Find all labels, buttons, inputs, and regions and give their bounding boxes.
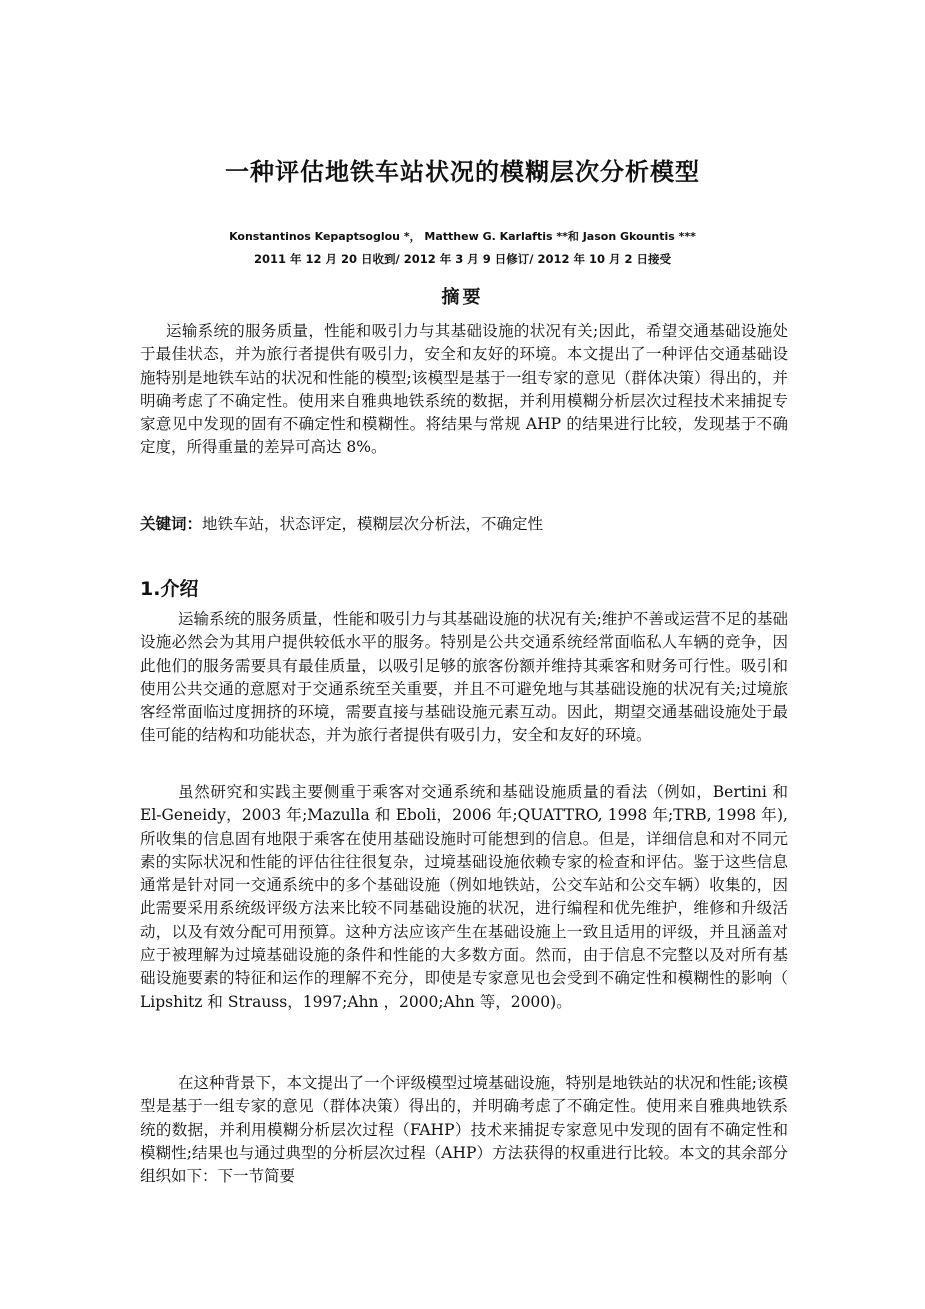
intro-paragraph-1: 运输系统的服务质量，性能和吸引力与其基础设施的状况有关;维护不善或运营不足的基础设施必然会为其用户提供较低水平的服务。特别是公共交通系统经常面临私人车辆的竞争，因此他们的服务需要具有最佳质量，以吸引足够的旅客份额并维持其乘客和财务可行性。吸引和使用公共交通的意愿对于交通系统至关重要，并且不可避免地与其基础设施的状况有关;过境旅客经常面临过度拥挤的环境，需要直接与基础设施元素互动。因此，期望交通基础设施处于最佳可能的结构和功能状态，并为旅行者提供有吸引力，安全和友好的环境。	[140, 610, 788, 745]
keywords-label: 关键词：	[140, 515, 203, 533]
received-dates: 2011 年 12 月 20 日收到/ 2012 年 3 月 9 日修订/ 2012 年 10 月 2 日接受	[254, 252, 671, 266]
paper-title: 一种评估地铁车站状况的模糊层次分析模型	[225, 158, 700, 186]
intro-paragraph-2: 虽然研究和实践主要侧重于乘客对交通系统和基础设施质量的看法（例如，Bertini 和 El-Geneidy，2003 年;Mazulla 和 Eboli，2006 年;QUATTRO, 1998 年;TRB, 1998 年),所收集的信息固有地限于乘客在使用基础设施时可能想到的信息。但是，详细信息和对不同元素的实际状况和性能的评估往往很复杂，过境基础设施依赖专家的检查和评估。鉴于这些信息通常是针对同一交通系统中的多个基础设施（例如地铁站，公交车站和公交车辆）收集的，因此需要采用系统级评级方法来比较不同基础设施的状况，进行编程和优先维护，维修和升级活动，以及有效分配可用预算。这种方法应该产生在基础设施上一致且适用的评级，并且涵盖对应于被理解为过境基础设施的条件和性能的大多数方面。然而，由于信息不完整以及对所有基础设施要素的特征和运作的理解不充分，即使是专家意见也会受到不确定性和模糊性的影响（ Lipshitz 和 Strauss，1997;Ahn ，2000;Ahn 等，2000)。	[140, 783, 788, 1011]
author-line: Konstantinos Kepaptsoglou *， Matthew G. Karlaftis **和 Jason Gkountis ***	[229, 230, 696, 243]
section-heading-introduction: 1.介绍	[140, 578, 199, 600]
keywords	[140, 513, 788, 536]
intro-paragraph-3: 在这种背景下，本文提出了一个评级模型过境基础设施，特别是地铁站的状况和性能;该模型是基于一组专家的意见（群体决策）得出的，并明确考虑了不确定性。使用来自雅典地铁系统的数据，并利用模糊分析层次过程（FAHP）技术来捕捉专家意见中发现的固有不确定性和模糊性;结果也与通过典型的分析层次过程（AHP）方法获得的权重进行比较。本文的其余部分组织如下：下一节简要	[140, 1074, 788, 1186]
abstract-heading: 摘要	[441, 287, 484, 308]
abstract-text: 运输系统的服务质量，性能和吸引力与其基础设施的状况有关;因此，希望交通基础设施处于最佳状态，并为旅行者提供有吸引力，安全和友好的环境。本文提出了一种评估交通基础设施特别是地铁车站的状况和性能的模型;该模型是基于一组专家的意见（群体决策）得出的，并明确考虑了不确定性。使用来自雅典地铁系统的数据，并利用模糊分析层次过程技术来捕捉专家意见中发现的固有不确定性和模糊性。将结果与常规 AHP 的结果进行比较，发现基于不确定度，所得重量的差异可高达 8%。	[140, 322, 788, 457]
keywords-text: 地铁车站，状态评定，模糊层次分析法，不确定性	[202, 515, 544, 533]
